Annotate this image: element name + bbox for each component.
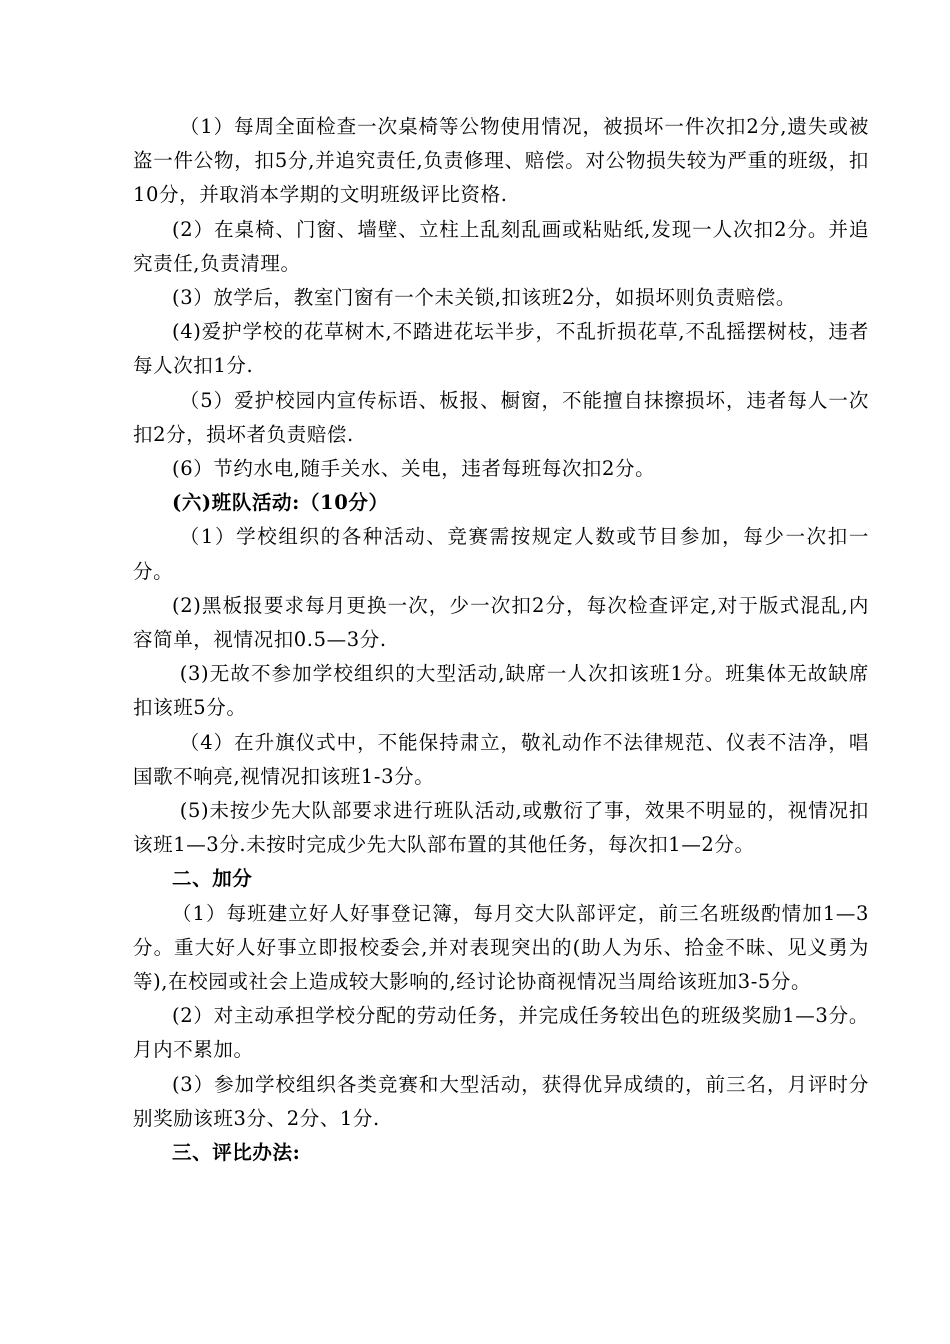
- paragraph-activity-1: （1）学校组织的各种活动、竞赛需按规定人数或节目参加，每少一次扣一分。: [133, 525, 869, 583]
- paragraph-bonus-1: （1）每班建立好人好事登记簿，每月交大队部评定，前三名班级酌情加1—3分。重大好人好事立即报校委会,并对表现突出的(助人为乐、拾金不昧、见义勇为等),在校园或社会上造成较大影响的,经讨论协商视情况当周给该班加3-5分。: [133, 901, 869, 994]
- section-heading-evaluation: 三、评比办法:: [172, 1141, 301, 1165]
- section-heading-bonus: 二、加分: [172, 867, 253, 891]
- paragraph-bonus-2: (2）对主动承担学校分配的劳动任务，并完成任务较出色的班级奖励1—3分。月内不累加。: [133, 1004, 869, 1062]
- paragraph-property-2: (2）在桌椅、门窗、墙壁、立柱上乱刻乱画或粘贴纸,发现一人次扣2分。并追究责任,负责清理。: [133, 217, 869, 275]
- section-heading-class-activities: (六)班队活动:（10分）: [172, 491, 389, 515]
- paragraph-property-4: (4)爱护学校的花草树木,不踏进花坛半步，不乱折损花草,不乱摇摆树枝，违者每人次扣1分.: [133, 320, 869, 378]
- paragraph-property-5: （5）爱护校园内宣传标语、板报、橱窗，不能擅自抹擦损坏，违者每人一次扣2分，损坏者负责赔偿.: [133, 388, 869, 446]
- paragraph-property-6: (6）节约水电,随手关水、关电，违者每班每次扣2分。: [172, 457, 656, 481]
- paragraph-activity-3: (3)无故不参加学校组织的大型活动,缺席一人次扣该班1分。班集体无故缺席扣该班5分。: [133, 662, 869, 720]
- paragraph-bonus-3: (3）参加学校组织各类竞赛和大型活动，获得优异成绩的，前三名，月评时分别奖励该班3分、2分、1分.: [133, 1072, 869, 1130]
- paragraph-property-3: (3）放学后，教室门窗有一个未关锁,扣该班2分，如损坏则负责赔偿。: [172, 286, 796, 310]
- document-body: [133, 110, 869, 1170]
- paragraph-activity-2: (2)黑板报要求每月更换一次，少一次扣2分，每次检查评定,对于版式混乱,内容简单，视情况扣0.5—3分.: [133, 593, 869, 652]
- paragraph-activity-5: (5)未按少先大队部要求进行班队活动,或敷衍了事，效果不明显的，视情况扣该班1—3分.未按时完成少先大队部布置的其他任务，每次扣1—2分。: [133, 799, 869, 857]
- paragraph-activity-4: （4）在升旗仪式中，不能保持肃立，敬礼动作不法律规范、仪表不洁净，唱国歌不响亮,视情况扣该班1-3分。: [133, 730, 869, 788]
- paragraph-property-1: （1）每周全面检查一次桌椅等公物使用情况，被损坏一件次扣2分,遗失或被盗一件公物，扣5分,并追究责任,负责修理、赔偿。对公物损失较为严重的班级，扣10分，并取消本学期的文明班级评比资格.: [133, 115, 869, 207]
